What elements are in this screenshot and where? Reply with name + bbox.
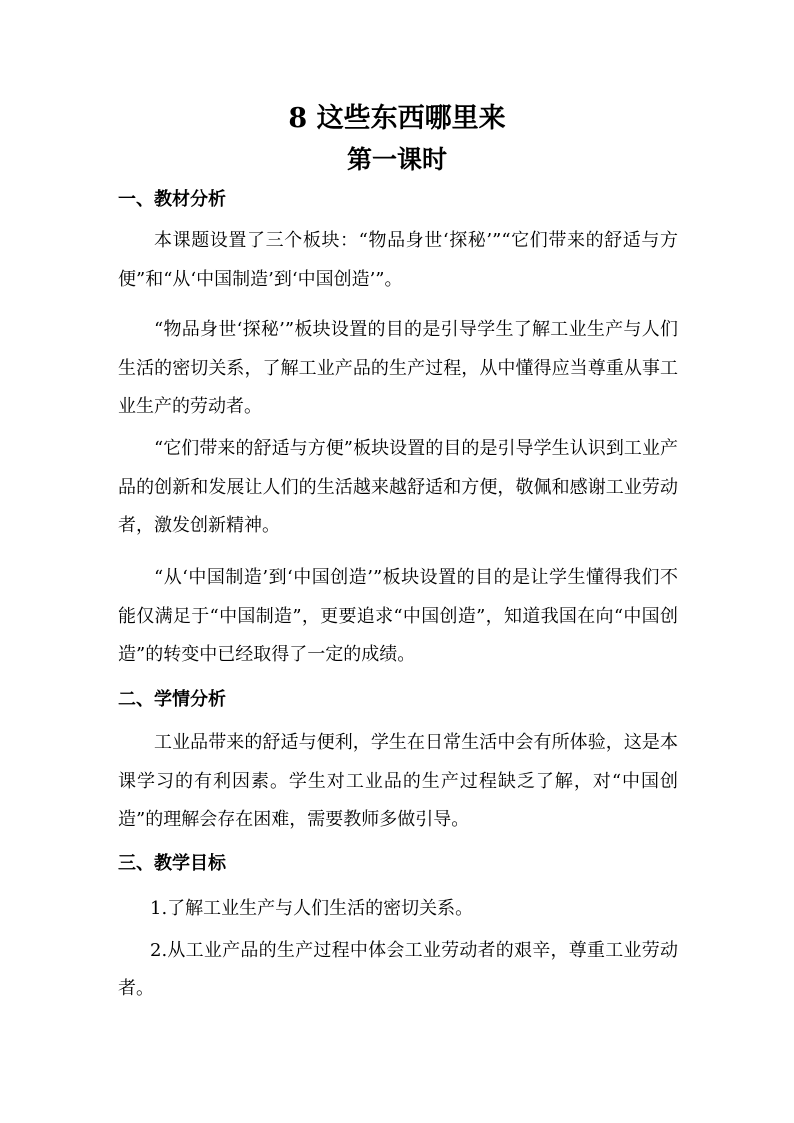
- paragraph: 工业品带来的舒适与便利，学生在日常生活中会有所体验，这是本课学习的有利因素。学生对工业品的生产过程缺乏了解，对“中国创造”的理解会存在困难，需要教师多做引导。: [118, 732, 678, 830]
- lesson-title: 8 这些东西哪里来: [288, 103, 506, 134]
- goal-item: 2.从工业产品的生产过程中体会工业劳动者的艰辛，尊重工业劳动者。: [118, 940, 678, 999]
- paragraph: “物品身世‘探秘’”板块设置的目的是引导学生了解工业生产与人们生活的密切关系，了解工业产品的生产过程，从中懂得应当尊重从事工业生产的劳动者。: [118, 319, 678, 417]
- paragraph: “从‘中国制造’到‘中国创造’”板块设置的目的是让学生懂得我们不能仅满足于“中国制造”，更要追求“中国创造”，知道我国在向“中国创造”的转变中已经取得了一定的成绩。: [118, 567, 678, 665]
- section-heading-teaching-goals: 三、教学目标: [118, 853, 226, 874]
- section-heading-student-analysis: 二、学情分析: [118, 689, 226, 710]
- paragraph: “它们带来的舒适与方便”板块设置的目的是引导学生认识到工业产品的创新和发展让人们的生活越来越舒适和方便，敬佩和感谢工业劳动者，激发创新精神。: [118, 438, 678, 536]
- paragraph: 本课题设置了三个板块：“物品身世‘探秘’”“它们带来的舒适与方便”和“从‘中国制造’到‘中国创造’”。: [118, 230, 678, 290]
- lesson-subtitle: 第一课时: [346, 145, 447, 174]
- goal-item: 1.了解工业生产与人们生活的密切关系。: [150, 898, 474, 919]
- section-heading-textbook-analysis: 一、教材分析: [118, 189, 226, 210]
